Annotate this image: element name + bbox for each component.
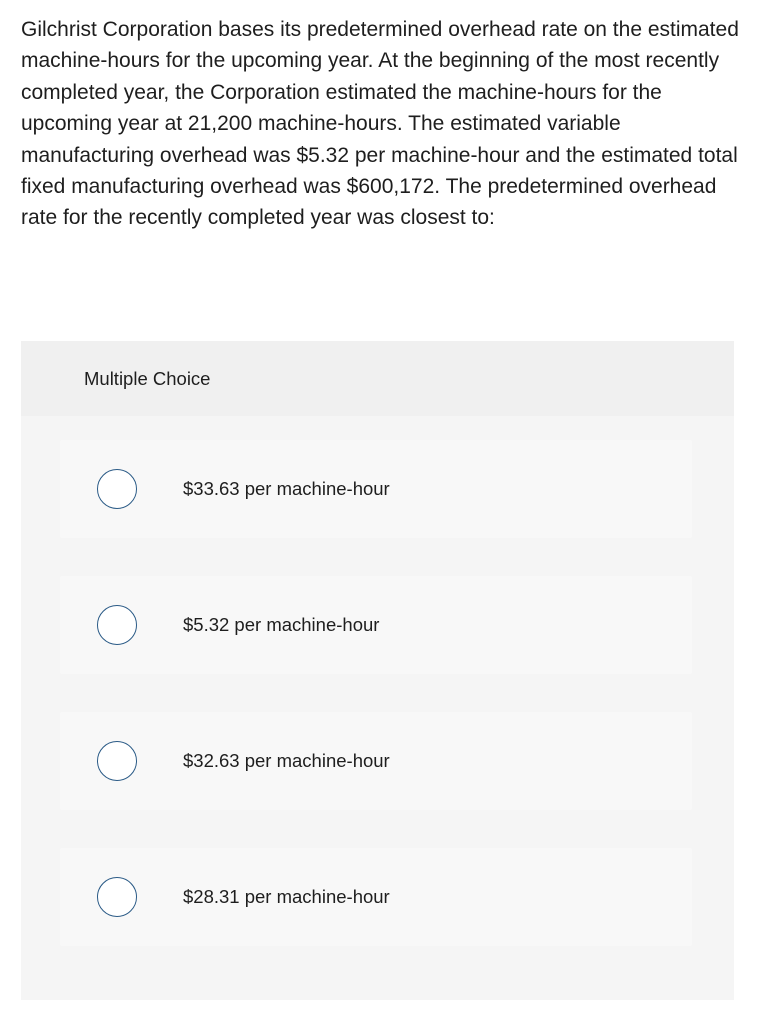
answer-option-label: $33.63 per machine-hour <box>183 478 390 499</box>
answer-option-3[interactable] <box>60 712 692 810</box>
answer-option-label: $5.32 per machine-hour <box>183 614 380 635</box>
radio-button-icon[interactable] <box>97 877 137 917</box>
answer-option-1[interactable] <box>60 440 692 538</box>
answer-options <box>60 440 692 984</box>
multiple-choice-label: Multiple Choice <box>84 367 211 389</box>
multiple-choice-header <box>21 341 734 416</box>
answer-option-label: $32.63 per machine-hour <box>183 750 390 771</box>
radio-button-icon[interactable] <box>97 741 137 781</box>
answer-option-label: $28.31 per machine-hour <box>183 886 390 907</box>
radio-button-icon[interactable] <box>97 605 137 645</box>
multiple-choice-panel <box>21 341 734 1000</box>
radio-button-icon[interactable] <box>97 469 137 509</box>
question-text: Gilchrist Corporation bases its predetermined overhead rate on the estimated machine-hours for the upcoming year. At the beginning of the most recently completed year, the Corporation estimated the machine-hours for the upcoming year at 21,200 machine-hours. The estimated variable manufacturing overhead was $5.32 per machine-hour and the estimated total fixed manufacturing overhead was $600,172. The predetermined overhead rate for the recently completed year was closest to: <box>21 18 739 230</box>
answer-option-4[interactable] <box>60 848 692 946</box>
answer-option-2[interactable] <box>60 576 692 674</box>
